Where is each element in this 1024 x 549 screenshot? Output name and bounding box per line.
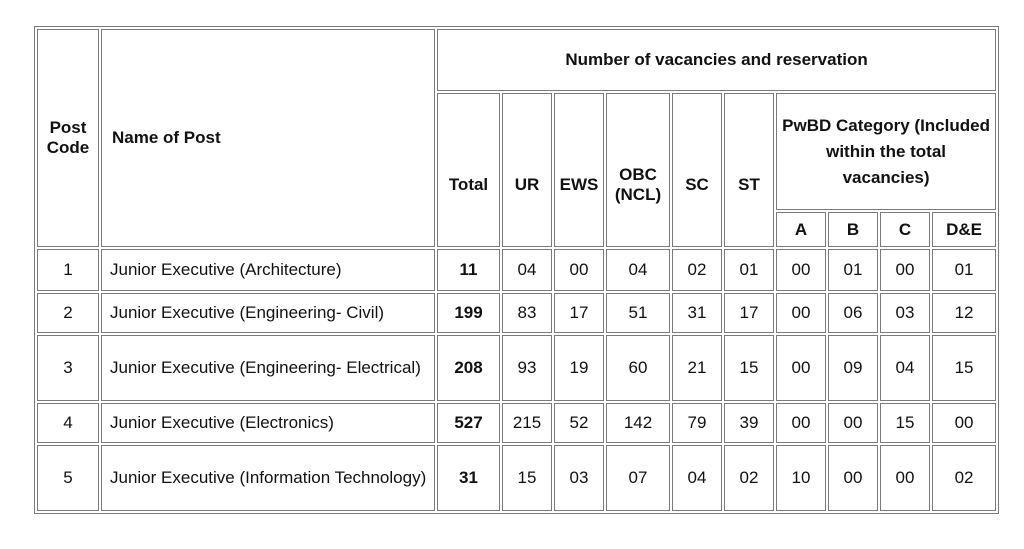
sc-cell: 31 — [672, 293, 722, 333]
vacancy-table — [34, 26, 999, 514]
post-code-header: Post Code — [37, 29, 99, 247]
st-cell: 17 — [724, 293, 774, 333]
pwbd-c-cell: 15 — [880, 403, 930, 443]
pwbd-category-header: PwBD Category (Included within the total vacancies) — [776, 93, 996, 210]
pwbd-a-header: A — [776, 212, 826, 247]
post-code-cell: 2 — [37, 293, 99, 333]
pwbd-c-cell: 03 — [880, 293, 930, 333]
pwbd-a-cell: 10 — [776, 445, 826, 511]
obc-cell: 51 — [606, 293, 670, 333]
obc-cell: 142 — [606, 403, 670, 443]
ur-cell: 04 — [502, 249, 552, 291]
pwbd-de-cell: 02 — [932, 445, 996, 511]
pwbd-b-header: B — [828, 212, 878, 247]
pwbd-c-cell: 00 — [880, 445, 930, 511]
pwbd-b-cell: 00 — [828, 445, 878, 511]
total-header: Total — [437, 93, 500, 247]
pwbd-a-cell: 00 — [776, 403, 826, 443]
ur-cell: 93 — [502, 335, 552, 401]
obc-header: OBC (NCL) — [606, 93, 670, 247]
post-code-cell: 3 — [37, 335, 99, 401]
sc-cell: 79 — [672, 403, 722, 443]
pwbd-de-cell: 01 — [932, 249, 996, 291]
pwbd-b-cell: 01 — [828, 249, 878, 291]
table-row — [37, 249, 996, 291]
post-name-cell: Junior Executive (Engineering- Civil) — [101, 293, 435, 333]
st-cell: 39 — [724, 403, 774, 443]
post-name-cell: Junior Executive (Engineering- Electrical) — [101, 335, 435, 401]
ews-cell: 52 — [554, 403, 604, 443]
pwbd-a-cell: 00 — [776, 335, 826, 401]
obc-cell: 07 — [606, 445, 670, 511]
pwbd-a-cell: 00 — [776, 249, 826, 291]
pwbd-de-header: D&E — [932, 212, 996, 247]
sc-cell: 04 — [672, 445, 722, 511]
pwbd-de-cell: 00 — [932, 403, 996, 443]
pwbd-b-cell: 09 — [828, 335, 878, 401]
post-name-cell: Junior Executive (Information Technology) — [101, 445, 435, 511]
ews-cell: 03 — [554, 445, 604, 511]
post-code-cell: 1 — [37, 249, 99, 291]
total-cell: 31 — [437, 445, 500, 511]
pwbd-b-cell: 00 — [828, 403, 878, 443]
vacancy-table-container — [34, 26, 990, 514]
obc-cell: 60 — [606, 335, 670, 401]
post-code-cell: 4 — [37, 403, 99, 443]
post-name-cell: Junior Executive (Electronics) — [101, 403, 435, 443]
pwbd-b-cell: 06 — [828, 293, 878, 333]
total-cell: 11 — [437, 249, 500, 291]
pwbd-c-cell: 04 — [880, 335, 930, 401]
sc-cell: 21 — [672, 335, 722, 401]
table-row — [37, 293, 996, 333]
total-cell: 199 — [437, 293, 500, 333]
name-of-post-header: Name of Post — [101, 29, 435, 247]
table-row — [37, 445, 996, 511]
ews-cell: 00 — [554, 249, 604, 291]
vacancies-group-header: Number of vacancies and reservation — [437, 29, 996, 91]
sc-header: SC — [672, 93, 722, 247]
ews-cell: 19 — [554, 335, 604, 401]
st-header: ST — [724, 93, 774, 247]
post-code-cell: 5 — [37, 445, 99, 511]
ews-cell: 17 — [554, 293, 604, 333]
table-row — [37, 335, 996, 401]
ews-header: EWS — [554, 93, 604, 247]
obc-cell: 04 — [606, 249, 670, 291]
ur-cell: 83 — [502, 293, 552, 333]
ur-cell: 215 — [502, 403, 552, 443]
pwbd-de-cell: 12 — [932, 293, 996, 333]
st-cell: 15 — [724, 335, 774, 401]
st-cell: 02 — [724, 445, 774, 511]
pwbd-a-cell: 00 — [776, 293, 826, 333]
pwbd-de-cell: 15 — [932, 335, 996, 401]
pwbd-c-cell: 00 — [880, 249, 930, 291]
table-row — [37, 403, 996, 443]
total-cell: 527 — [437, 403, 500, 443]
st-cell: 01 — [724, 249, 774, 291]
ur-cell: 15 — [502, 445, 552, 511]
post-name-cell: Junior Executive (Architecture) — [101, 249, 435, 291]
header-row-top — [37, 29, 996, 91]
pwbd-c-header: C — [880, 212, 930, 247]
ur-header: UR — [502, 93, 552, 247]
sc-cell: 02 — [672, 249, 722, 291]
total-cell: 208 — [437, 335, 500, 401]
